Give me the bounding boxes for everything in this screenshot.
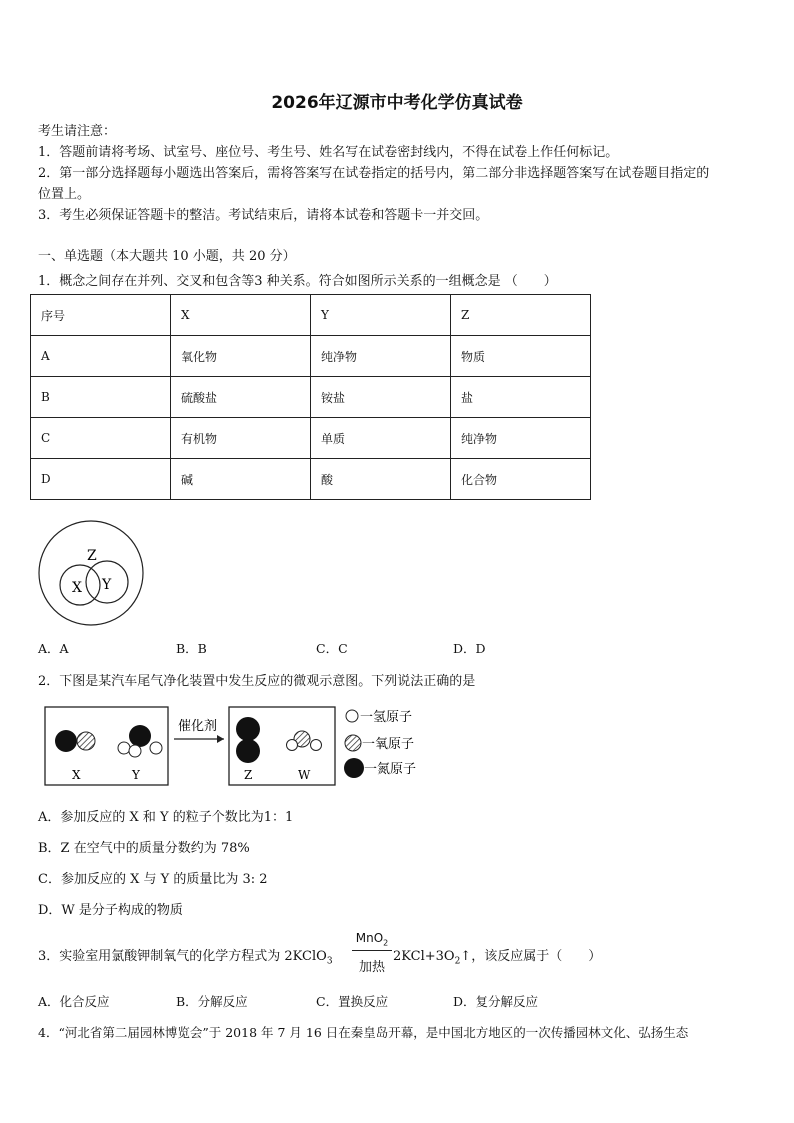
table-cell: 有机物 [171,418,311,459]
q3-option-b: B．分解反应 [176,994,248,1009]
notice-item-2-cont: 位置上。 [38,187,91,202]
table-row [31,377,591,418]
label-z: Z [244,768,253,782]
catalyst-label: 催化剂 [178,719,218,734]
table-header-cell: X [171,295,311,336]
hydrogen-atom [311,740,322,751]
table-cell: C [31,418,171,459]
hydrogen-atom [129,745,141,757]
nitrogen-atom [55,730,77,752]
q1-option-c: C．C [316,641,348,656]
q3-subscript: 3 [326,956,333,967]
q3-stem-text: 3．实验室用氯酸钾制氧气的化学方程式为 2KClO [38,949,327,964]
table-cell: 硫酸盐 [171,377,311,418]
table-row [31,418,591,459]
legend-hydrogen-label: 一氢原子 [360,710,413,725]
q3-equation-products [393,945,601,967]
legend-oxygen-label: 一氧原子 [362,737,415,752]
venn-label-z: Z [87,548,97,564]
table-cell: B [31,377,171,418]
hydrogen-atom [150,742,162,754]
hydrogen-atom [287,740,298,751]
notice-item-1: 1．答题前请将考场、试室号、座位号、考生号、姓名写在试卷密封线内，不得在试卷上作任何标记。 [38,145,619,160]
table-header-cell: Y [311,295,451,336]
table-cell: 物质 [451,336,591,377]
table-cell: A [31,336,171,377]
label-y: Y [132,768,140,782]
notice-heading: 考生请注意： [38,124,117,139]
q3-stem [38,945,333,967]
hydrogen-atom [118,742,130,754]
table-header-cell: 序号 [31,295,171,336]
q1-option-a: A．A [38,641,69,656]
table-row [31,336,591,377]
products-subscript: 2 [454,956,461,967]
venn-label-y: Y [102,577,112,593]
table-cell: 铵盐 [311,377,451,418]
nitrogen-atom [236,739,260,763]
table-cell: 化合物 [451,459,591,500]
table-cell: 酸 [311,459,451,500]
table-row [31,459,591,500]
q2-option-a: A．参加反应的 X 和 Y 的粒子个数比为1：1 [38,810,294,825]
table-cell: 碱 [171,459,311,500]
q3-option-a: A．化合反应 [38,994,110,1009]
products-text: 2KCl+3O [393,949,455,964]
table-header-cell: Z [451,295,591,336]
reaction-diagram [44,703,434,787]
q4-stem: 4．“河北省第二届园林博览会”于 2018 年 7 月 16 日在秦皇岛开幕，是中国北方地区的一次传播园林文化、弘扬生态 [38,1025,689,1040]
reaction-condition-line [352,950,392,951]
table-cell: 单质 [311,418,451,459]
nitrogen-atom [129,725,151,747]
q2-option-b: B．Z 在空气中的质量分数约为 78% [38,841,250,856]
q1-stem: 1．概念之间存在并列、交叉和包含等3 种关系。符合如图所示关系的一组概念是 （ ） [38,274,557,289]
table-cell: 纯净物 [311,336,451,377]
venn-diagram [36,518,146,628]
table-header-row [31,295,591,336]
oxygen-atom [77,732,95,750]
nitrogen-atom [236,717,260,741]
legend-hydrogen-icon [346,710,358,722]
venn-circle-z [39,521,143,625]
table-cell: 氧化物 [171,336,311,377]
legend-nitrogen-label: 一氮原子 [364,762,417,777]
notice-item-3: 3．考生必须保证答题卡的整洁。考试结束后，请将本试卷和答题卡一并交回。 [38,208,489,223]
label-w: W [298,768,311,782]
q1-option-b: B．B [176,641,207,656]
reaction-condition-bottom: 加热 [358,960,385,975]
table-cell: D [31,459,171,500]
table-cell: 盐 [451,377,591,418]
q2-option-c: C．参加反应的 X 与 Y 的质量比为 3: 2 [38,872,268,887]
catalyst-subscript: 2 [383,938,389,948]
catalyst-formula: MnO [355,931,384,945]
page-title: 2026年辽源市中考化学仿真试卷 [271,93,523,113]
legend-oxygen-icon [345,735,361,751]
q3-option-c: C．置换反应 [316,994,389,1009]
q1-table [30,294,591,500]
q2-stem: 2．下图是某汽车尾气净化装置中发生反应的微观示意图。下列说法正确的是 [38,674,476,689]
table-cell: 纯净物 [451,418,591,459]
section-heading: 一、单选题（本大题共 10 小题，共 20 分） [38,249,296,264]
q3-stem-tail: ↑，该反应属于（ ） [460,949,602,964]
q1-option-d: D．D [453,641,486,656]
label-x: X [72,768,81,782]
notice-item-2: 2．第一部分选择题每小题选出答案后，需将答案写在试卷指定的括号内，第二部分非选择题答案写在试卷题目指定的 [38,166,710,181]
venn-label-x: X [72,580,82,596]
q3-option-d: D．复分解反应 [453,994,539,1009]
arrowhead-icon [217,735,224,743]
q2-option-d: D．W 是分子构成的物质 [38,903,183,918]
legend-nitrogen-icon [344,758,364,778]
reaction-condition-top [352,931,392,947]
